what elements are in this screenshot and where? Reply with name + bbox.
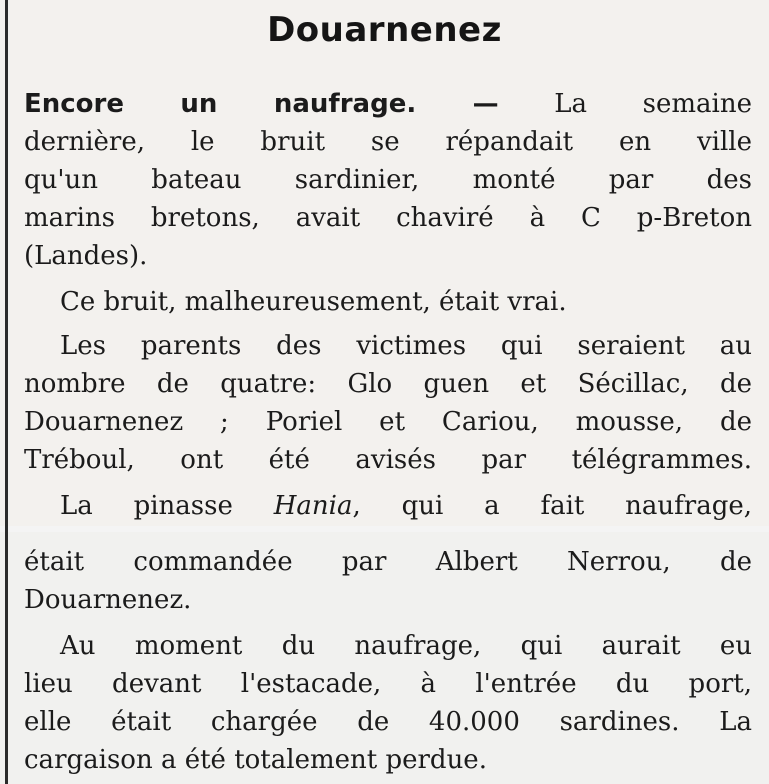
text-line-1 [24,88,752,120]
text-line-6: Ce bruit, malheureusement, était vrai. [60,287,567,317]
text-line-3: qu'un bateau sardinier, monté par des [24,165,752,195]
text-line-2: dernière, le bruit se répandait en ville [24,127,752,157]
text-line-13: Douarnenez. [24,585,192,615]
article-title: Douarnenez [267,10,502,50]
text-line-5: (Landes). [24,241,148,271]
text-line-10: Tréboul, ont été avisés par télégrammes. [24,445,752,475]
text-line-15: lieu devant l'estacade, à l'entrée du port, [24,669,752,699]
text-line-4: marins bretons, avait chaviré à C p-Breton [24,203,752,233]
article-headline: Encore un naufrage. — [24,89,499,119]
text-line-17: cargaison a été totalement perdue. [24,745,487,775]
ship-name: Hania [273,491,353,521]
text-line-11 [60,490,752,522]
text-line-16: elle était chargée de 40.000 sardines. La [24,707,752,737]
column-rule [5,0,8,784]
text-line-9: Douarnenez ; Poriel et Cariou, mousse, de [24,407,752,437]
text-line-14: Au moment du naufrage, qui aurait eu [60,631,752,661]
text-line-8: nombre de quatre: Glo guen et Sécillac, de [24,369,752,399]
text-line-7: Les parents des victimes qui seraient au [60,331,752,361]
line-11-end: , qui a fait naufrage, [352,491,753,521]
text-line-12: était commandée par Albert Nerrou, de [24,547,752,577]
line-11-start: La pinasse [60,491,233,521]
clipping-bottom-fragment [0,532,769,784]
line-1-text: La semaine [554,89,753,119]
